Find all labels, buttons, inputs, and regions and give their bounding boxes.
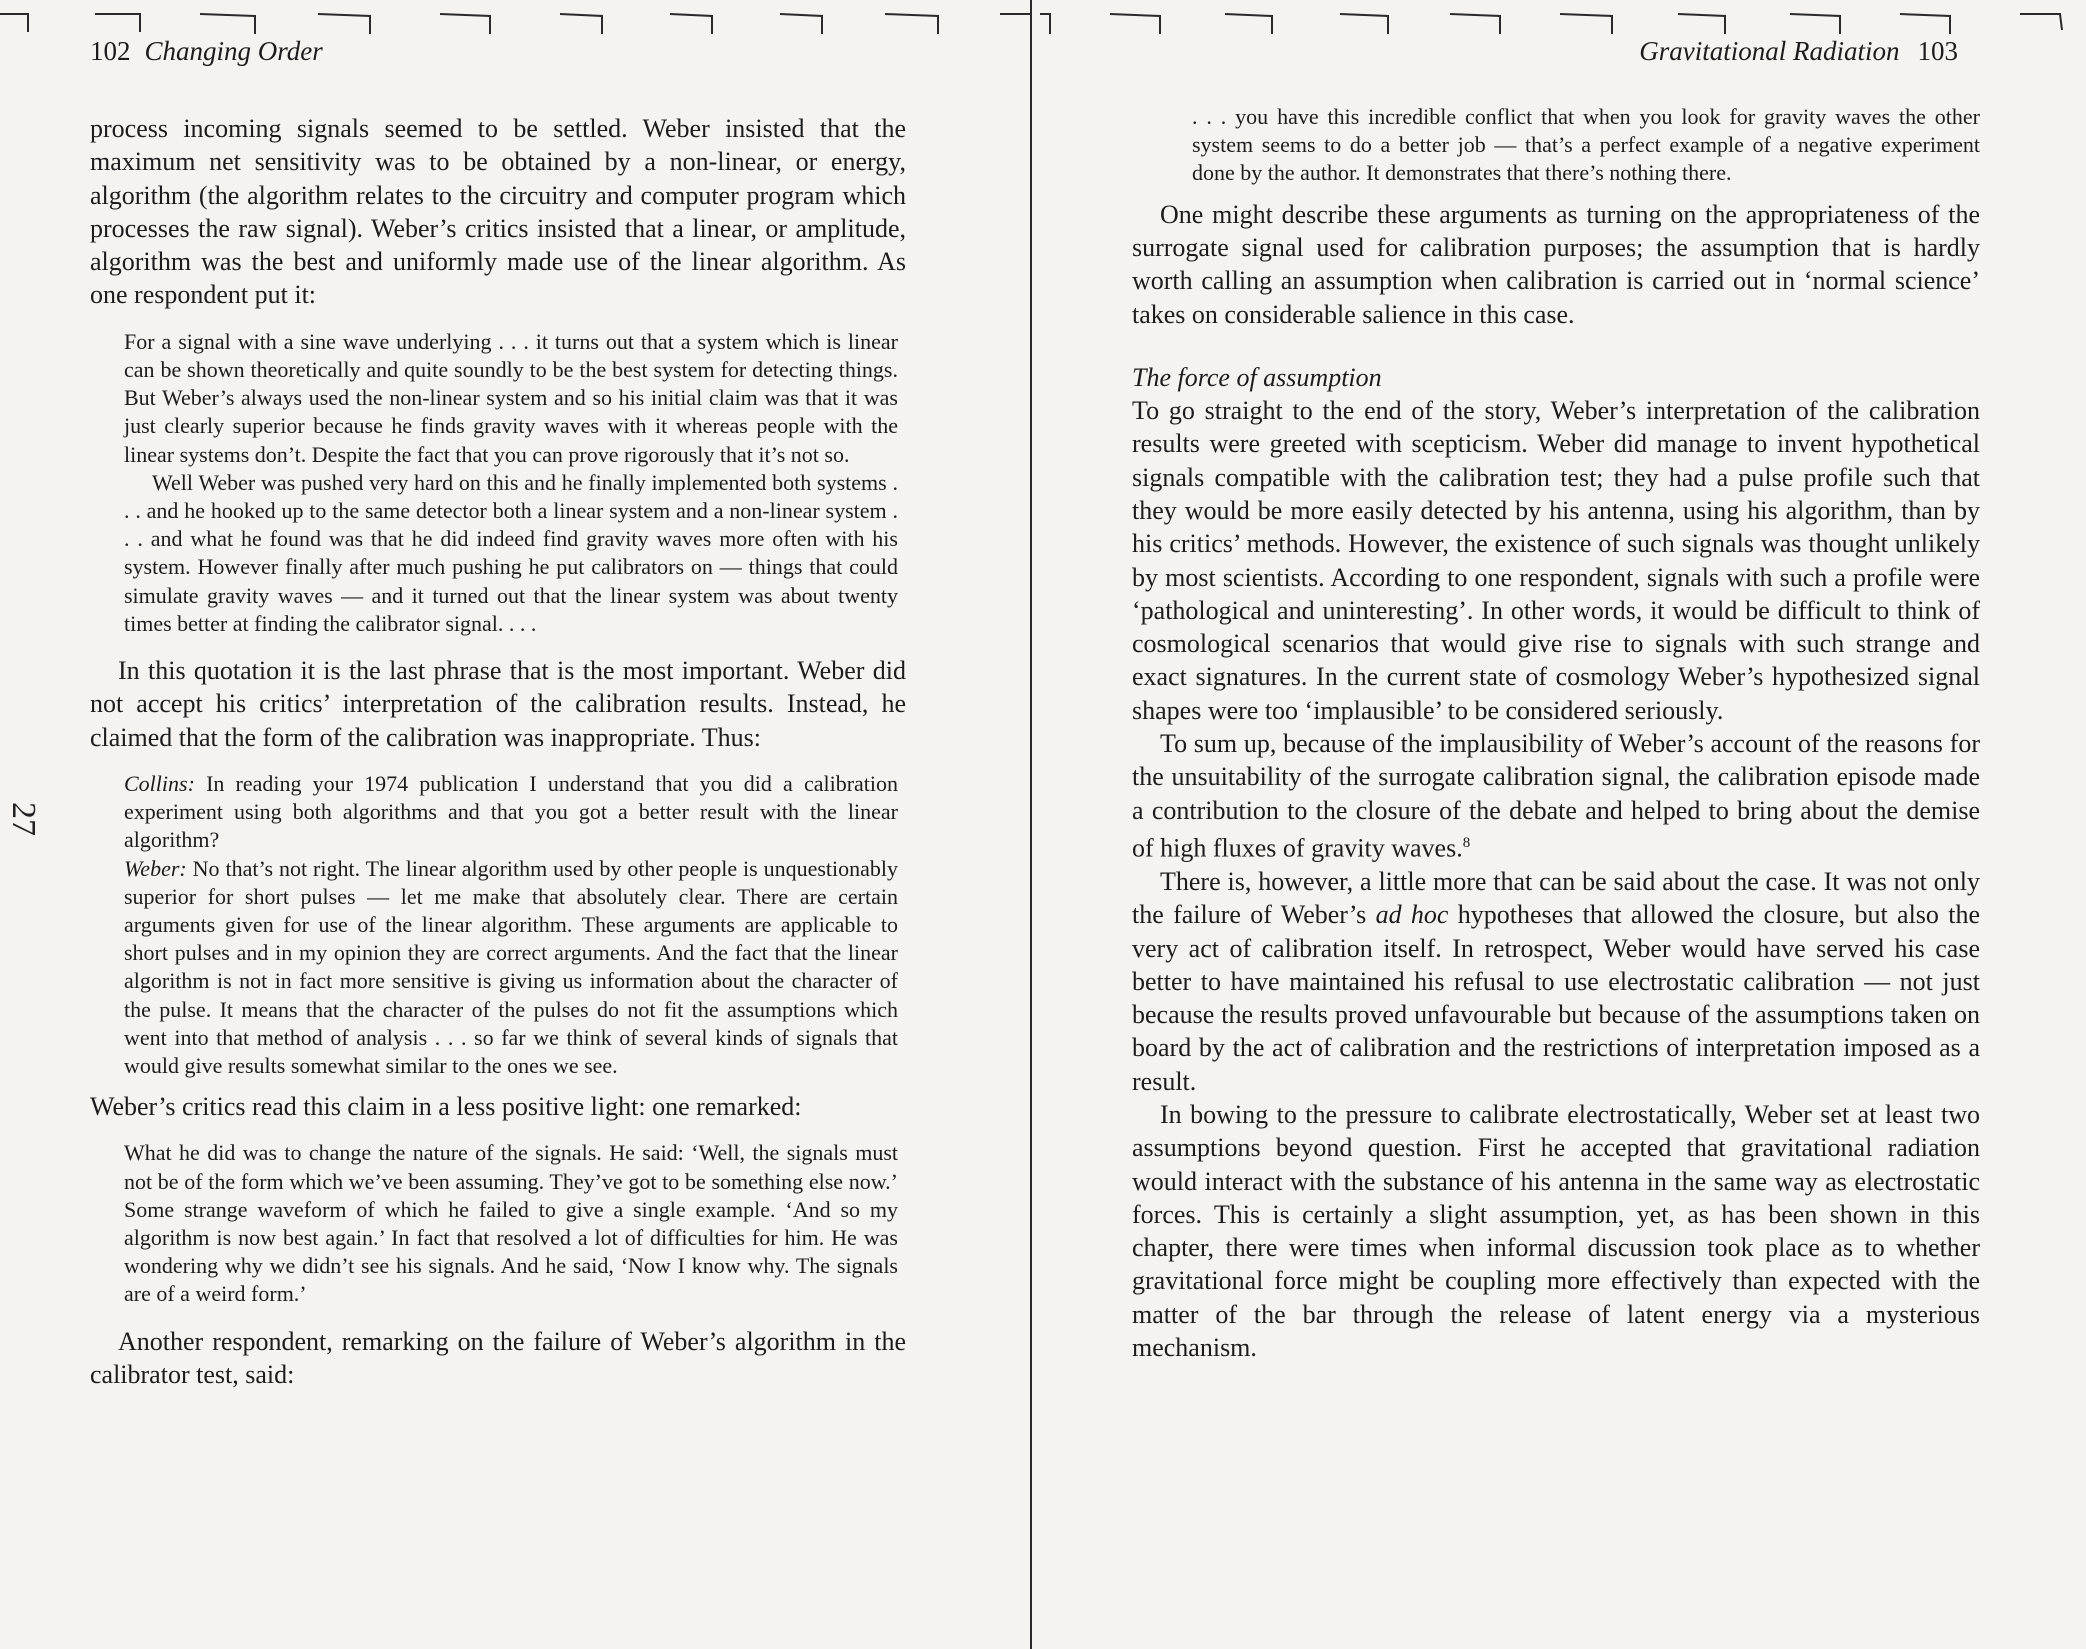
block-quote-2-para: What he did was to change the nature of the signals. He said: ‘Well, the signals must not be of the form which we’ve been assuming. They’ve got to be something else now.’ Some strange waveform of which he failed to give a single example. ‘And so my algorithm is now best again.’ In fact that resolved a lot of difficulties for him. He was wondering why we didn’t see his signals. And he said, ‘Now I know why. The signals are of a weird form.’ [124,1140,898,1307]
collins-label: Collins: [124,770,195,796]
right-paragraph-4-text-b: hypotheses that allowed the closure, but also the very act of calibration itself. In retrospect, Weber would have served his case better to have maintained his refusal to use electrostatic calibration — not just because the results proved unfavourable but because of the assumptions taken on board by the act of calibration and the restrictions of interpretation imposed as a result. [1132,900,1980,1096]
block-quote-1-para-b: Well Weber was pushed very hard on this and he finally implemented both systems . . . and he hooked up to the same detector both a linear system and a non-linear system . . . and what he found was that he did indeed find gravity waves more often with his system. However finally after much pushing he put calibrators on — things that could simulate gravity waves — and it turned out that the linear system was about twenty times better at finding the calibrator signal. . . . [124,469,898,636]
right-page-number: 103 [1917,36,1958,66]
weber-turn [124,855,898,1081]
margin-mark: 27 [5,802,42,836]
right-paragraph-3 [1132,727,1980,865]
weber-text: No that’s not right. The linear algorithm used by other people is unquestionably superior for short pulses — let me make that absolutely clear. There are certain arguments given for use of the linear algorithm. These arguments are applicable to short pulses and in my opinion they are correct arguments. And the fact that the linear algorithm is not in fact more sensitive is giving us information about the character of the pulse. It means that the character of the pulses do not fit the assumptions which went into that method of analysis . . . so far we think of several kinds of signals that would give results somewhat similar to the ones we see. [124,855,899,1078]
left-paragraph-2: In this quotation it is the last phrase that is the most important. Weber did not accept his critics’ interpretation of the calibration results. Instead, he claimed that the form of the calibration was inappropriate. Thus: [90,656,906,752]
right-running-title: Gravitational Radiation [1639,36,1900,66]
block-quote-1-para-a: For a signal with a sine wave underlying . . . it turns out that a system which is linear can be shown theoretically and quite soundly to be the best system for detecting things. But Weber’s always used the non-linear system and so his initial claim was that it was just clearly superior because he finds gravity waves with it whereas people with the linear systems don’t. Despite the fact that you can prove rigorously that it’s not so. [124,328,898,467]
collins-turn [124,770,898,855]
left-running-title: Changing Order [144,36,323,66]
weber-label: Weber: [124,855,187,881]
collins-text: In reading your 1974 publication I understand that you did a calibration experiment using both algorithms and that you got a better result with the linear algorithm? [124,770,899,853]
right-paragraph-2: To go straight to the end of the story, Weber’s interpretation of the calibration results were greeted with scepticism. Weber did manage to invent hypothetical signals compatible with the calibration test; they had a pulse profile such that they would be more easily detected by his antenna, using his algorithm, than by his critics’ methods. However, the existence of such signals was thought unlikely by most scientists. According to one respondent, signals with such a profile were ‘pathological and uninteresting’. In other words, it would be difficult to think of cosmological scenarios that would give rise to signals with such strange and exact signatures. In the current state of cosmology Weber’s hypothesized signal shapes were too ‘implausible’ to be considered seriously. [1132,396,1980,725]
right-paragraph-4 [1132,865,1980,1098]
block-quote-1 [124,328,898,638]
left-running-head [90,36,323,67]
block-quote-3 [1192,103,1980,188]
block-quote-2 [124,1139,898,1308]
left-page [0,0,1030,1649]
section-subheading: The force of assumption [1132,362,1382,392]
block-quote-3-para: . . . you have this incredible conflict that when you look for gravity waves the other system seems to do a better job — that’s a perfect example of a negative experiment done by the author. It demonstrates that there’s nothing there. [1192,104,1980,186]
right-text-column [1132,103,1980,1364]
left-paragraph-4: Another respondent, remarking on the failure of Weber’s algorithm in the calibrator test, said: [90,1326,906,1389]
right-paragraph-3-text: To sum up, because of the implausibility of Weber’s account of the reasons for the unsuitability of the surrogate calibration signal, the calibration episode made a contribution to the closure of the debate and helped to bring about the demise of high fluxes of gravity waves. [1132,729,1980,863]
right-page [1032,0,2086,1649]
right-paragraph-5: In bowing to the pressure to calibrate electrostatically, Weber set at least two assumptions beyond question. First he accepted that gravitational radiation would interact with the substance of his antenna in the same way as electrostatic forces. This is certainly a slight assumption, yet, as has been shown in this chapter, there were times when informal discussion took place as to whether gravitational force might be coupling more effectively than expected with the matter of the bar through the release of latent energy via a mysterious mechanism. [1132,1099,1980,1363]
right-running-head [1639,36,1958,67]
footnote-marker: 8 [1462,834,1471,851]
left-text-column [90,112,906,1391]
right-paragraph-1: One might describe these arguments as turning on the appropriateness of the surrogate signal used for calibration purposes; the assumption that is hardly worth calling an assumption when calibration is carried out in ‘normal science’ takes on considerable salience in this case. [1132,199,1980,329]
left-paragraph-1: process incoming signals seemed to be settled. Weber insisted that the maximum net sensitivity was to be obtained by a non-linear, or energy, algorithm (the algorithm relates to the circuitry and computer program which processes the raw signal). Weber’s critics insisted that a linear, or amplitude, algorithm was the best and uniformly made use of the linear algorithm. As one respondent put it: [90,114,906,310]
right-paragraph-4-text-a: There is, however, a little more that can be said about the case. It was not only the failure of Weber’s [1132,866,1980,930]
interview-quote [124,770,898,1080]
right-paragraph-4-italic: ad hoc [1375,900,1449,930]
left-paragraph-3: Weber’s critics read this claim in a less positive light: one remarked: [90,1092,802,1122]
left-page-number: 102 [90,36,131,66]
